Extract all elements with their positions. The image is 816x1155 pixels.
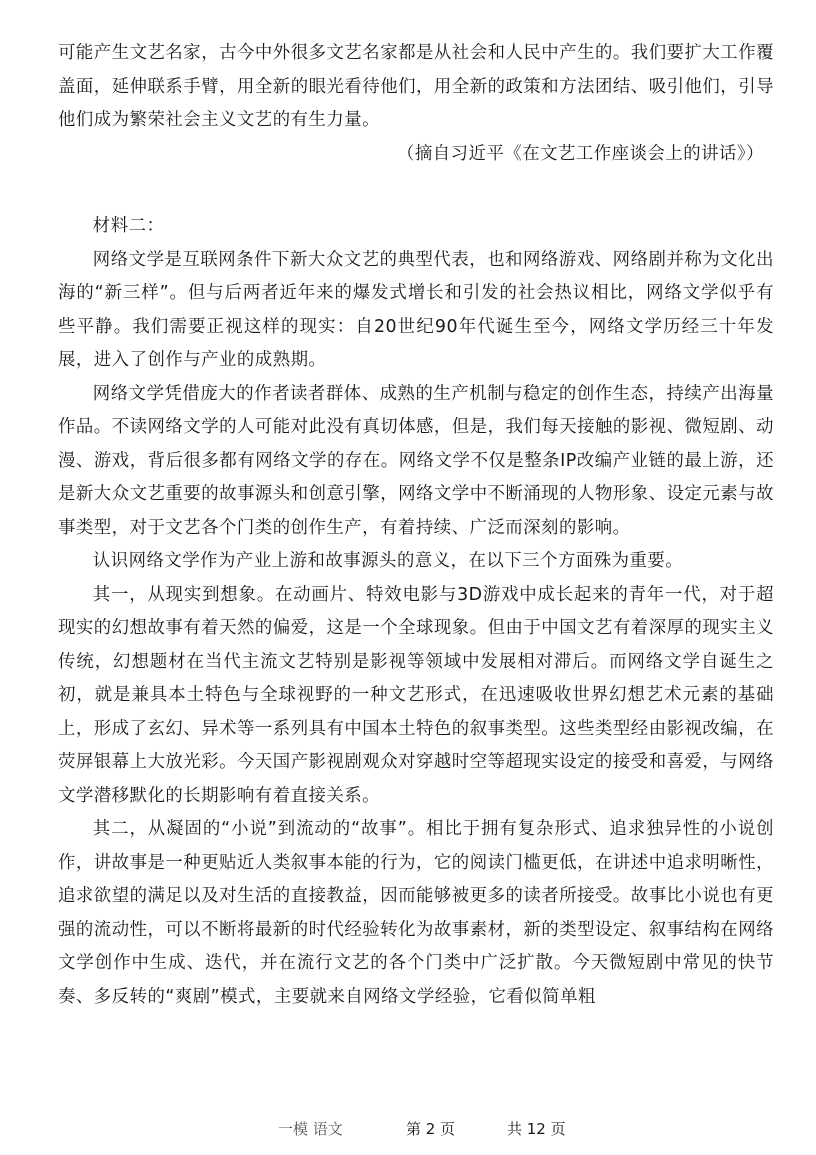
citation: （摘自习近平《在文艺工作座谈会上的讲话》） xyxy=(396,143,764,164)
footer-page-number: 第 2 页 xyxy=(406,1120,456,1138)
paragraph: 网络文学是互联网条件下新大众文艺的典型代表，也和网络游戏、网络剧并称为文化出海的“新三样”。但与后两者近年来的爆发式增长和引发的社会热议相比，网络文学似乎有些平静。我们需要正视这样的现实：自20世纪90年代诞生至今，网络文学历经三十年发展，进入了创作与产业的成熟期。 xyxy=(58,249,774,370)
paragraph: 网络文学凭借庞大的作者读者群体、成熟的生产机制与稳定的创作生态，持续产出海量作品。不读网络文学的人可能对此没有真切体感，但是，我们每天接触的影视、微短剧、动漫、游戏，背后很多都有网络文学的存在。网络文学不仅是整条IP改编产业链的最上游，还是新大众文艺重要的故事源头和创意引擎，网络文学中不断涌现的人物形象、设定元素与故事类型，对于文艺各个门类的创作生产，有着持续、广泛而深刻的影响。 xyxy=(58,383,774,538)
paragraph: 其一，从现实到想象。在动画片、特效电影与3D游戏中成长起来的青年一代，对于超现实的幻想故事有着天然的偏爱，这是一个全球现象。但由于中国文艺有着深厚的现实主义传统，幻想题材在当代主流文艺特别是影视等领域中发展相对滞后。而网络文学自诞生之初，就是兼具本土特色与全球视野的一种文艺形式，在迅速吸收世界幻想艺术元素的基础上，形成了玄幻、异术等一系列具有中国本土特色的叙事类型。这些类型经由影视改编，在荧屏银幕上大放光彩。今天国产影视剧观众对穿越时空等超现实设定的接受和喜爱，与网络文学潜移默化的长期影响有着直接关系。 xyxy=(58,584,774,806)
section-heading: 材料二： xyxy=(92,216,165,236)
paragraph: 其二，从凝固的“小说”到流动的“故事”。相比于拥有复杂形式、追求独异性的小说创作，讲故事是一种更贴近人类叙事本能的行为，它的阅读门槛更低，在讲述中追求明晰性，追求欲望的满足以及对生活的直接教益，因而能够被更多的读者所接受。故事比小说也有更强的流动性，可以不断将最新的时代经验转化为故事素材，新的类型设定、叙事结构在网络文学创作中生成、迭代，并在流行文艺的各个门类中广泛扩散。今天微短剧中常见的快节奏、多反转的“爽剧”模式，主要就来自网络文学经验，它看似简单粗 xyxy=(58,819,774,1007)
footer-total-pages: 共 12 页 xyxy=(507,1120,566,1138)
paragraph: 认识网络文学作为产业上游和故事源头的意义，在以下三个方面殊为重要。 xyxy=(92,551,684,571)
page-footer xyxy=(0,1114,816,1144)
section-gap xyxy=(58,171,774,210)
paragraph-continuation: 可能产生文艺名家，古今中外很多文艺名家都是从社会和人民中产生的。我们要扩大工作覆盖面，延伸联系手臂，用全新的眼光看待他们，用全新的政策和方法团结、吸引他们，引导他们成为繁荣社会主义文艺的有生力量。 xyxy=(58,43,774,130)
footer-subject: 一模 语文 xyxy=(278,1120,343,1138)
